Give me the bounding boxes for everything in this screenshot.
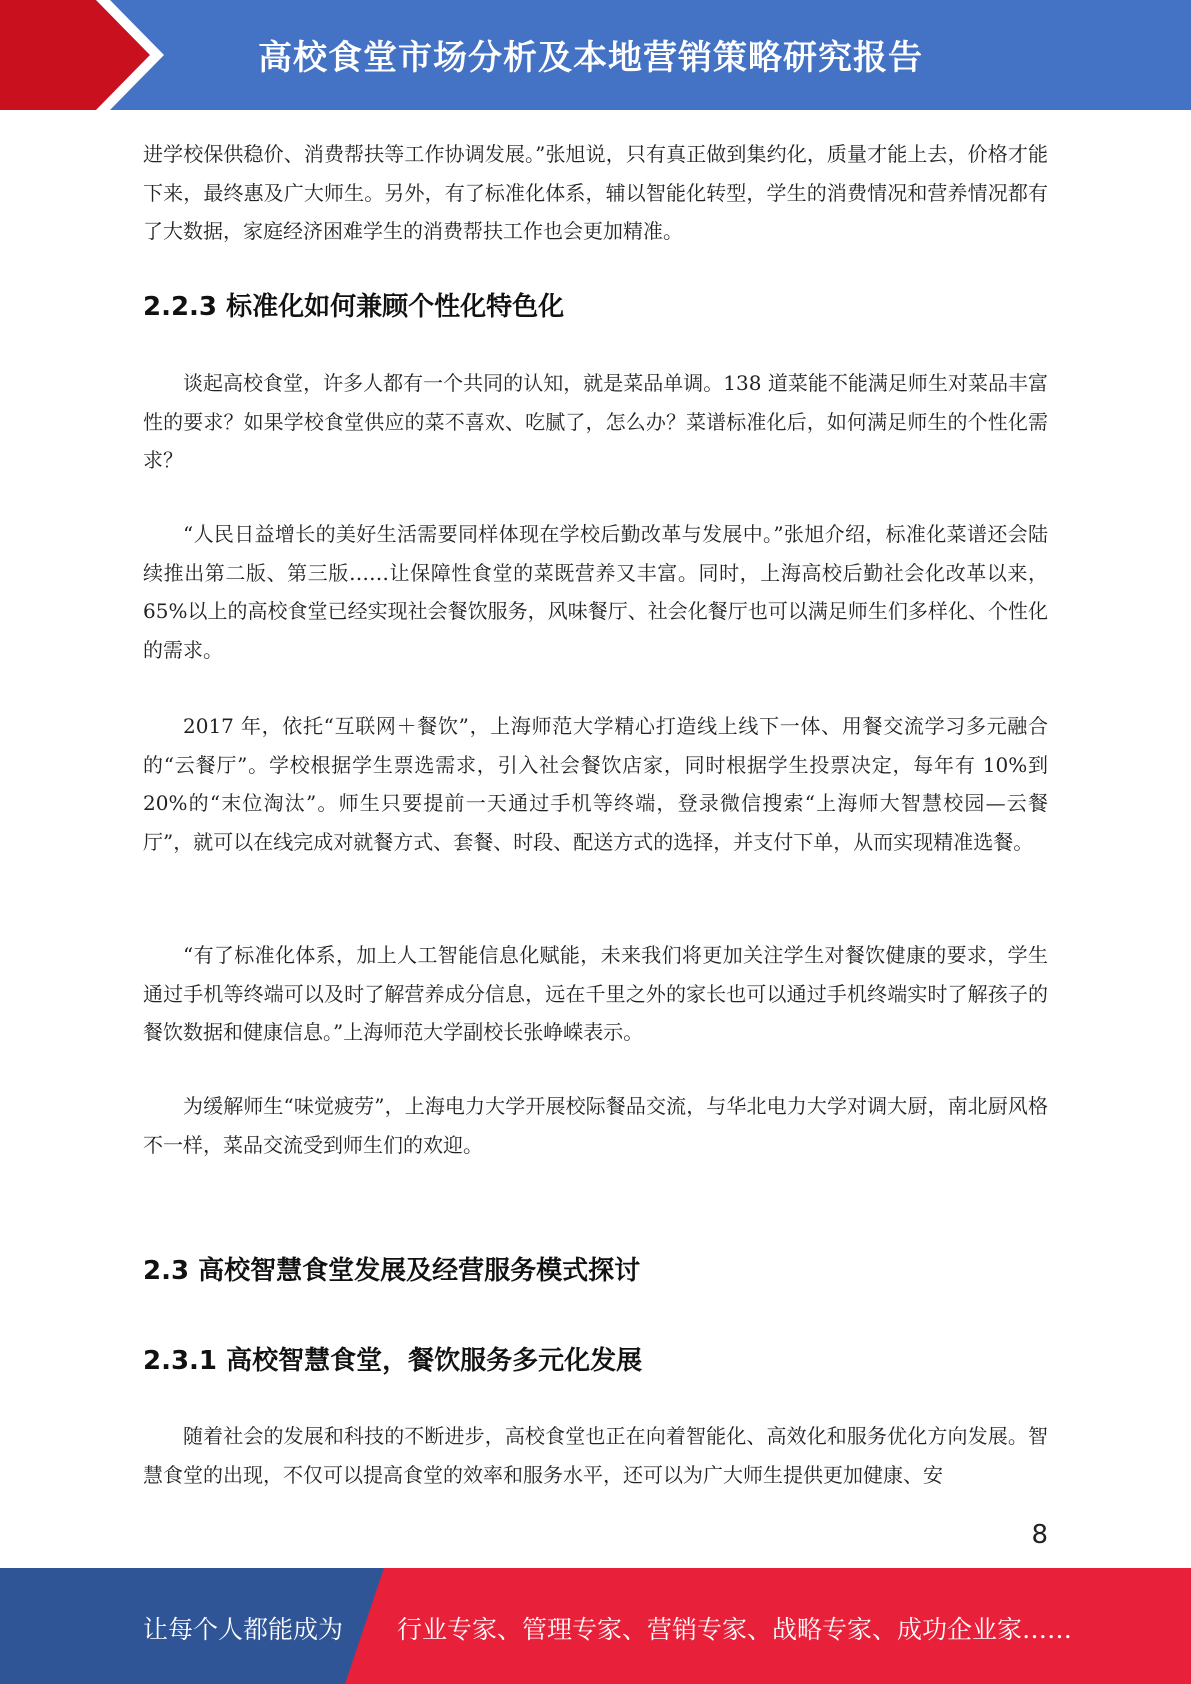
page-number: 8	[1031, 1520, 1048, 1550]
footer-slogan-right: 行业专家、管理专家、营销专家、战略专家、成功企业家……	[397, 1615, 1073, 1644]
paragraph-continuation: 进学校保供稳价、消费帮扶等工作协调发展。”张旭说，只有真正做到集约化，质量才能上去，价格才能下来，最终惠及广大师生。另外，有了标准化体系，辅以智能化转型，学生的消费情况和营养情况都有了大数据，家庭经济困难学生的消费帮扶工作也会更加精准。	[143, 142, 1048, 243]
paragraph: 2017 年，依托“互联网＋餐饮”，上海师范大学精心打造线上线下一体、用餐交流学习多元融合的“云餐厅”。学校根据学生票选需求，引入社会餐饮店家，同时根据学生投票决定，每年有 10%到 20%的“末位淘汰”。师生只要提前一天通过手机等终端，登录微信搜索“上海师大智慧校园—云餐厅”，就可以在线完成对就餐方式、套餐、时段、配送方式的选择，并支付下单，从而实现精准选餐。	[143, 714, 1048, 854]
document-title: 高校食堂市场分析及本地营销策略研究报告	[258, 38, 923, 78]
paragraph: 为缓解师生“味觉疲劳”，上海电力大学开展校际餐品交流，与华北电力大学对调大厨，南北厨风格不一样，菜品交流受到师生们的欢迎。	[143, 1094, 1048, 1157]
footer-banner	[0, 1568, 1191, 1684]
paragraph: 随着社会的发展和科技的不断进步，高校食堂也正在向着智能化、高效化和服务优化方向发展。智慧食堂的出现，不仅可以提高食堂的效率和服务水平，还可以为广大师生提供更加健康、安	[143, 1424, 1048, 1487]
section-heading-2-3: 2.3 高校智慧食堂发展及经营服务模式探讨	[143, 1256, 641, 1286]
paragraph: “有了标准化体系，加上人工智能信息化赋能，未来我们将更加关注学生对餐饮健康的要求，学生通过手机等终端可以及时了解营养成分信息，远在千里之外的家长也可以通过手机终端实时了解孩子的餐饮数据和健康信息。”上海师范大学副校长张峥嵘表示。	[143, 943, 1048, 1044]
footer-slogan-left: 让每个人都能成为	[143, 1615, 344, 1644]
section-heading-2-3-1: 2.3.1 高校智慧食堂，餐饮服务多元化发展	[143, 1346, 643, 1376]
paragraph: 谈起高校食堂，许多人都有一个共同的认知，就是菜品单调。138 道菜能不能满足师生对菜品丰富性的要求？如果学校食堂供应的菜不喜欢、吃腻了，怎么办？菜谱标准化后，如何满足师生的个性化需求？	[143, 371, 1048, 472]
paragraph: “人民日益增长的美好生活需要同样体现在学校后勤改革与发展中。”张旭介绍，标准化菜谱还会陆续推出第二版、第三版……让保障性食堂的菜既营养又丰富。同时，上海高校后勤社会化改革以来，65%以上的高校食堂已经实现社会餐饮服务，风味餐厅、社会化餐厅也可以满足师生们多样化、个性化的需求。	[143, 522, 1048, 662]
section-heading-2-2-3: 2.2.3 标准化如何兼顾个性化特色化	[143, 292, 565, 322]
header-banner	[0, 0, 1191, 110]
